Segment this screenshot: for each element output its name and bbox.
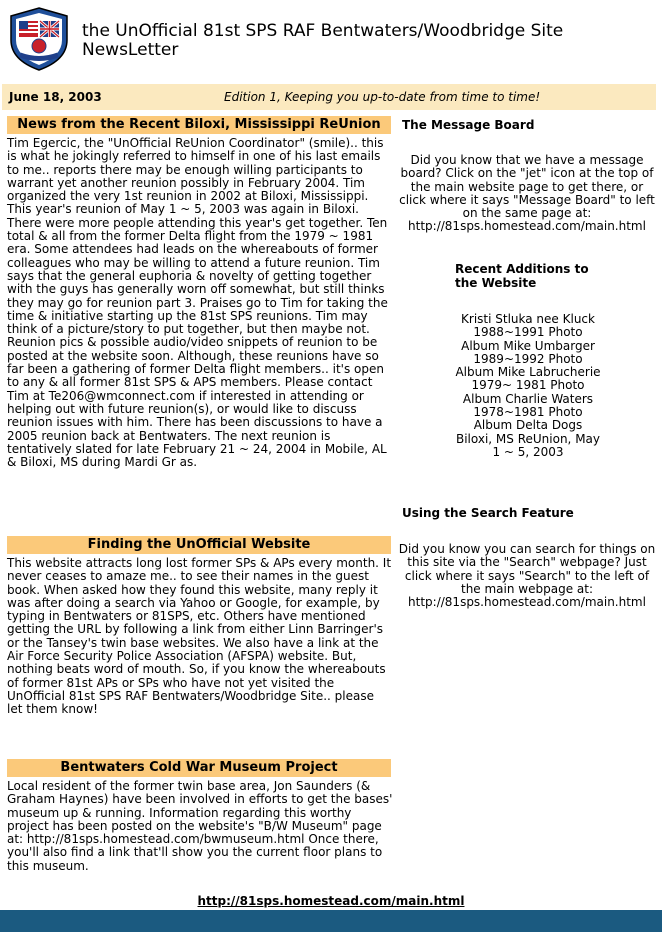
biloxi-reunion-body: Tim Egercic, the "UnOfficial ReUnion Coordinator" (smile).. this is what he jokingly referred to himself in one of his last emails to me.. reports there may be enough willing participants to warrant yet another reunion possibly in February 2004. Tim organized the very 1st reunion in 2002 at Biloxi, Mississippi. This year's reunion of May 1 ~ 5, 2003 was again in Biloxi. There were more people attending this year's get together. Ten total & all from the former Delta flight from the 1979 ~ 1981 era. Some attendees had leads on the whereabouts of former colleagues who may be willing to attend a future reunion. Tim says that the general euphoria & novelty of getting together with the guys has generally worn off somewhat, but still thinks they may go for reunion part 3. Praises go to Tim for taking the time & initiative starting up the 81st SPS reunions. Tim may think of a picture/story to put together, but then maybe not. Reunion pics & possible audio/video snippets of reunion to be posted at the website soon. Although, these reunions have so far been a gathering of former Delta flight members.. it's open to any & all former 81st SPS & APS members. Please contact Tim at Te206@wmconnect.com if interested in attending or helping out with future reunion(s), or would like to discuss reunion issues with him. There has been discussions to have a 2005 reunion back at Bentwaters. The next reunion is tentatively slated for late February 21 ~ 24, 2004 in Mobile, AL & Biloxi, MS during Mardi Gr as. — [7, 136, 388, 470]
search-feature-heading: Using the Search Feature — [402, 506, 574, 520]
bottom-bar — [0, 910, 662, 932]
edition-tagline: Edition 1, Keeping you up-to-date from time to time! — [224, 90, 541, 104]
museum-project-heading: Bentwaters Cold War Museum Project — [7, 759, 391, 777]
biloxi-reunion-heading: News from the Recent Biloxi, Mississippi ReUnion — [7, 116, 391, 134]
message-board-heading: The Message Board — [402, 118, 535, 132]
squadron-shield-logo — [8, 6, 70, 72]
issue-date: June 18, 2003 — [9, 90, 102, 104]
main-site-link[interactable]: http://81sps.homestead.com/main.html — [197, 894, 465, 908]
search-feature-body: Did you know you can search for things on this site via the "Search" webpage? Just click where it says "Search" to the left of the main webpage at: http://81sps.homestead.com/main.html — [398, 542, 656, 610]
newsletter-header — [0, 0, 662, 80]
finding-website-body: This website attracts long lost former SPs & APs every month. It never ceases to amaze me.. to see their names in the guest book. When asked how they found this website, many reply it was after doing a search via Yahoo or Google, for example, by typing in Bentwaters or 81SPS, etc. Others have mentioned getting the URL by following a link from either Linn Barringer's or the Tansey's twin base websites. We also have a link at the Air Force Security Police Association (AFSPA) website. But, nothing beats word of mouth. So, if you know the whereabouts of former 81st APs or SPs who have not yet visited the UnOfficial 81st SPS RAF Bentwaters/Woodbridge Site.. please let them know! — [7, 556, 392, 717]
message-board-body: Did you know that we have a message board? Click on the "jet" icon at the top of the main website page to get there, or click where it says "Message Board" to left on the same page at: http://81sps.homestead.com/main.html — [399, 153, 655, 234]
recent-additions-heading: Recent Additions to the Website — [455, 262, 589, 290]
museum-project-body: Local resident of the former twin base area, Jon Saunders (& Graham Haynes) have been involved in efforts to get the bases' museum up & running. Information regarding this worthy project has been posted on the website's "B/W Museum" page at: http://81sps.homestead.com/bwmuseum.html Once there, you'll also find a link that'll show you the current floor plans to this museum. — [7, 779, 393, 873]
newsletter-title: the UnOfficial 81st SPS RAF Bentwaters/Woodbridge Site NewsLetter — [82, 21, 564, 60]
date-band — [2, 84, 656, 110]
recent-additions-body: Kristi Stluka nee Kluck 1988~1991 Photo Album Mike Umbarger 1989~1992 Photo Album Mike Labrucherie 1979~ 1981 Photo Album Charlie Waters 1978~1981 Photo Album Delta Dogs Biloxi, MS ReUnion, May 1 ~ 5, 2003 — [455, 312, 601, 459]
finding-website-heading: Finding the UnOfficial Website — [7, 536, 391, 554]
